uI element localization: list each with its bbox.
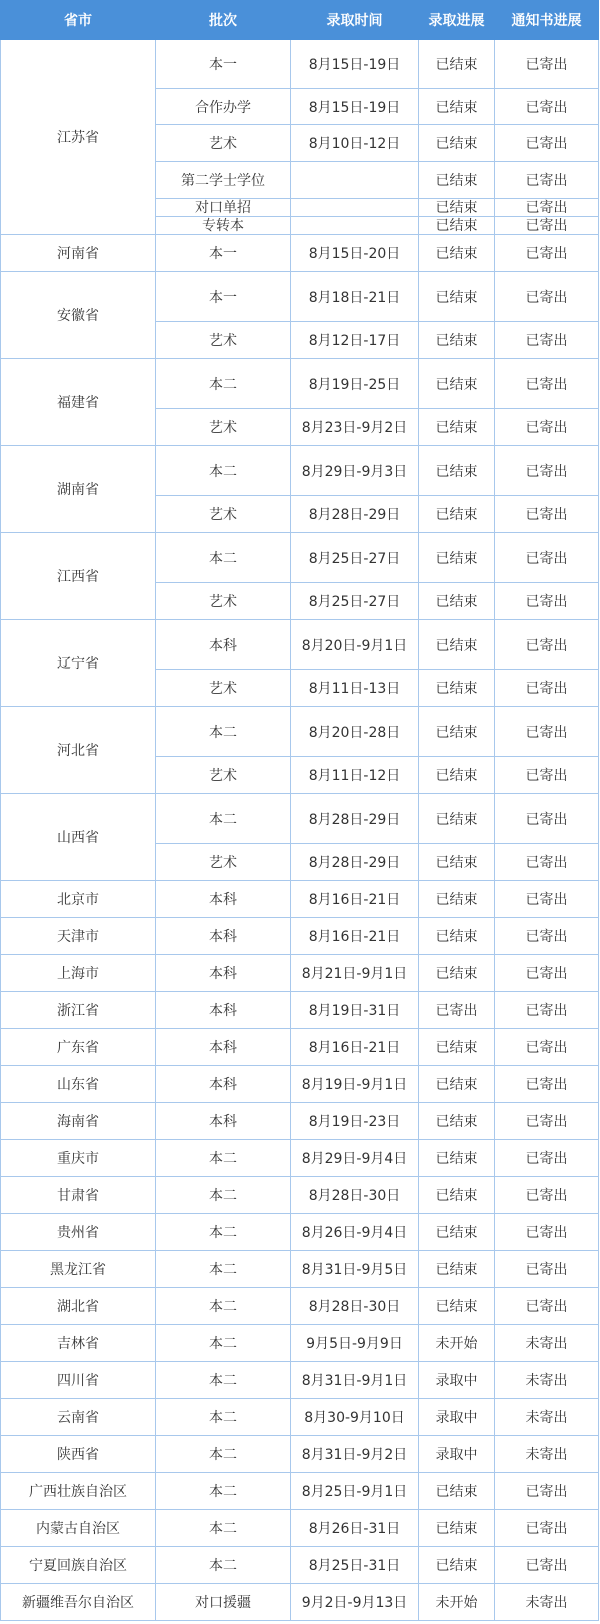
batch-cell: 艺术 xyxy=(156,125,291,162)
batch-cell: 艺术 xyxy=(156,670,291,707)
table-row xyxy=(1,533,599,583)
table-row xyxy=(1,1066,599,1103)
province-cell: 河北省 xyxy=(1,707,156,794)
batch-cell: 本二 xyxy=(156,1140,291,1177)
batch-cell: 本科 xyxy=(156,955,291,992)
admission-status-cell: 录取中 xyxy=(419,1362,495,1399)
admission-status-cell: 已结束 xyxy=(419,757,495,794)
table-row xyxy=(1,1325,599,1362)
table-row xyxy=(1,1436,599,1473)
notice-status-cell: 已寄出 xyxy=(495,1177,599,1214)
table-row xyxy=(1,1473,599,1510)
batch-cell: 本科 xyxy=(156,1029,291,1066)
notice-status-cell: 已寄出 xyxy=(495,359,599,409)
time-cell: 8月25日-31日 xyxy=(291,1547,419,1584)
admission-status-cell: 已结束 xyxy=(419,1103,495,1140)
time-cell: 8月28日-30日 xyxy=(291,1177,419,1214)
notice-status-cell: 已寄出 xyxy=(495,533,599,583)
admission-status-cell: 已结束 xyxy=(419,125,495,162)
notice-status-cell: 已寄出 xyxy=(495,794,599,844)
province-cell: 四川省 xyxy=(1,1362,156,1399)
admission-status-cell: 已结束 xyxy=(419,322,495,359)
province-cell: 浙江省 xyxy=(1,992,156,1029)
admission-status-cell: 已结束 xyxy=(419,235,495,272)
batch-cell: 本一 xyxy=(156,272,291,322)
province-cell: 广东省 xyxy=(1,1029,156,1066)
province-cell: 吉林省 xyxy=(1,1325,156,1362)
header-notice-progress: 通知书进展 xyxy=(495,1,599,40)
table-row xyxy=(1,1288,599,1325)
table-row xyxy=(1,918,599,955)
table-row xyxy=(1,359,599,409)
batch-cell: 本一 xyxy=(156,40,291,89)
header-admission-progress: 录取进展 xyxy=(419,1,495,40)
province-cell: 宁夏回族自治区 xyxy=(1,1547,156,1584)
notice-status-cell: 已寄出 xyxy=(495,881,599,918)
batch-cell: 合作办学 xyxy=(156,89,291,125)
time-cell: 8月31日-9月2日 xyxy=(291,1436,419,1473)
admission-status-cell: 已结束 xyxy=(419,40,495,89)
notice-status-cell: 已寄出 xyxy=(495,199,599,217)
notice-status-cell: 已寄出 xyxy=(495,446,599,496)
notice-status-cell: 未寄出 xyxy=(495,1399,599,1436)
admission-status-cell: 已结束 xyxy=(419,1510,495,1547)
notice-status-cell: 已寄出 xyxy=(495,125,599,162)
table-row xyxy=(1,1140,599,1177)
batch-cell: 艺术 xyxy=(156,496,291,533)
batch-cell: 第二学士学位 xyxy=(156,162,291,199)
province-cell: 新疆维吾尔自治区 xyxy=(1,1584,156,1621)
admission-status-cell: 已结束 xyxy=(419,446,495,496)
time-cell: 9月2日-9月13日 xyxy=(291,1584,419,1621)
admission-status-cell: 已结束 xyxy=(419,162,495,199)
table-row xyxy=(1,1362,599,1399)
admission-status-cell: 已结束 xyxy=(419,1214,495,1251)
notice-status-cell: 已寄出 xyxy=(495,670,599,707)
time-cell: 8月25日-27日 xyxy=(291,533,419,583)
admission-status-cell: 已结束 xyxy=(419,620,495,670)
notice-status-cell: 已寄出 xyxy=(495,409,599,446)
table-row xyxy=(1,1399,599,1436)
header-batch: 批次 xyxy=(156,1,291,40)
time-cell: 8月29日-9月3日 xyxy=(291,446,419,496)
province-cell: 上海市 xyxy=(1,955,156,992)
time-cell: 8月23日-9月2日 xyxy=(291,409,419,446)
admission-status-cell: 已结束 xyxy=(419,89,495,125)
batch-cell: 本二 xyxy=(156,1399,291,1436)
time-cell: 8月12日-17日 xyxy=(291,322,419,359)
table-row xyxy=(1,992,599,1029)
batch-cell: 艺术 xyxy=(156,757,291,794)
province-cell: 福建省 xyxy=(1,359,156,446)
time-cell: 8月10日-12日 xyxy=(291,125,419,162)
province-cell: 山西省 xyxy=(1,794,156,881)
admission-status-cell: 已结束 xyxy=(419,217,495,235)
time-cell: 8月21日-9月1日 xyxy=(291,955,419,992)
province-cell: 广西壮族自治区 xyxy=(1,1473,156,1510)
notice-status-cell: 未寄出 xyxy=(495,1584,599,1621)
admission-status-cell: 已结束 xyxy=(419,794,495,844)
time-cell: 8月19日-31日 xyxy=(291,992,419,1029)
notice-status-cell: 已寄出 xyxy=(495,992,599,1029)
table-row xyxy=(1,707,599,757)
admission-status-cell: 已结束 xyxy=(419,881,495,918)
time-cell: 8月19日-23日 xyxy=(291,1103,419,1140)
admission-status-cell: 已结束 xyxy=(419,1288,495,1325)
batch-cell: 本二 xyxy=(156,707,291,757)
time-cell xyxy=(291,217,419,235)
province-cell: 重庆市 xyxy=(1,1140,156,1177)
batch-cell: 本科 xyxy=(156,620,291,670)
time-cell: 8月19日-9月1日 xyxy=(291,1066,419,1103)
time-cell: 8月31日-9月5日 xyxy=(291,1251,419,1288)
notice-status-cell: 已寄出 xyxy=(495,1029,599,1066)
batch-cell: 本二 xyxy=(156,1547,291,1584)
batch-cell: 艺术 xyxy=(156,844,291,881)
province-cell: 湖南省 xyxy=(1,446,156,533)
admission-status-cell: 未开始 xyxy=(419,1325,495,1362)
batch-cell: 本二 xyxy=(156,794,291,844)
batch-cell: 本二 xyxy=(156,533,291,583)
time-cell: 8月28日-29日 xyxy=(291,496,419,533)
time-cell: 8月11日-12日 xyxy=(291,757,419,794)
table-row xyxy=(1,881,599,918)
table-row xyxy=(1,272,599,322)
batch-cell: 本二 xyxy=(156,1325,291,1362)
batch-cell: 本二 xyxy=(156,1214,291,1251)
province-cell: 云南省 xyxy=(1,1399,156,1436)
time-cell: 8月16日-21日 xyxy=(291,1029,419,1066)
time-cell: 8月25日-27日 xyxy=(291,583,419,620)
time-cell: 8月25日-9月1日 xyxy=(291,1473,419,1510)
notice-status-cell: 已寄出 xyxy=(495,235,599,272)
admission-status-cell: 已结束 xyxy=(419,272,495,322)
table-row xyxy=(1,235,599,272)
notice-status-cell: 已寄出 xyxy=(495,620,599,670)
batch-cell: 对口单招 xyxy=(156,199,291,217)
admission-status-cell: 已结束 xyxy=(419,533,495,583)
admission-status-cell: 已结束 xyxy=(419,918,495,955)
notice-status-cell: 已寄出 xyxy=(495,1103,599,1140)
notice-status-cell: 已寄出 xyxy=(495,496,599,533)
province-cell: 海南省 xyxy=(1,1103,156,1140)
notice-status-cell: 已寄出 xyxy=(495,1547,599,1584)
batch-cell: 本科 xyxy=(156,992,291,1029)
admission-status-cell: 已结束 xyxy=(419,1066,495,1103)
admission-status-cell: 已结束 xyxy=(419,1251,495,1288)
admission-status-cell: 已结束 xyxy=(419,496,495,533)
notice-status-cell: 已寄出 xyxy=(495,583,599,620)
notice-status-cell: 已寄出 xyxy=(495,1214,599,1251)
table-row xyxy=(1,794,599,844)
notice-status-cell: 已寄出 xyxy=(495,1140,599,1177)
table-row xyxy=(1,1103,599,1140)
admission-status-cell: 已结束 xyxy=(419,359,495,409)
province-cell: 江西省 xyxy=(1,533,156,620)
province-cell: 天津市 xyxy=(1,918,156,955)
table-row xyxy=(1,40,599,89)
batch-cell: 本二 xyxy=(156,1436,291,1473)
table-row xyxy=(1,1547,599,1584)
batch-cell: 本二 xyxy=(156,1473,291,1510)
province-cell: 辽宁省 xyxy=(1,620,156,707)
table-row xyxy=(1,620,599,670)
admission-status-cell: 已结束 xyxy=(419,583,495,620)
notice-status-cell: 已寄出 xyxy=(495,1510,599,1547)
admission-status-cell: 已结束 xyxy=(419,1473,495,1510)
time-cell: 8月30-9月10日 xyxy=(291,1399,419,1436)
notice-status-cell: 已寄出 xyxy=(495,1066,599,1103)
batch-cell: 本二 xyxy=(156,359,291,409)
province-cell: 黑龙江省 xyxy=(1,1251,156,1288)
time-cell: 8月19日-25日 xyxy=(291,359,419,409)
admission-status-cell: 已结束 xyxy=(419,1029,495,1066)
admission-status-cell: 录取中 xyxy=(419,1436,495,1473)
notice-status-cell: 已寄出 xyxy=(495,272,599,322)
batch-cell: 本科 xyxy=(156,918,291,955)
time-cell: 8月31日-9月1日 xyxy=(291,1362,419,1399)
batch-cell: 本二 xyxy=(156,1288,291,1325)
table-row xyxy=(1,1029,599,1066)
time-cell: 8月16日-21日 xyxy=(291,881,419,918)
time-cell: 8月18日-21日 xyxy=(291,272,419,322)
batch-cell: 本科 xyxy=(156,1103,291,1140)
notice-status-cell: 未寄出 xyxy=(495,1325,599,1362)
notice-status-cell: 已寄出 xyxy=(495,322,599,359)
notice-status-cell: 已寄出 xyxy=(495,217,599,235)
batch-cell: 艺术 xyxy=(156,583,291,620)
province-cell: 湖北省 xyxy=(1,1288,156,1325)
time-cell: 8月16日-21日 xyxy=(291,918,419,955)
admission-status-cell: 已结束 xyxy=(419,955,495,992)
admission-status-cell: 已结束 xyxy=(419,409,495,446)
table-row xyxy=(1,446,599,496)
province-cell: 山东省 xyxy=(1,1066,156,1103)
time-cell: 8月20日-28日 xyxy=(291,707,419,757)
table-row xyxy=(1,1251,599,1288)
notice-status-cell: 已寄出 xyxy=(495,1473,599,1510)
time-cell: 8月28日-30日 xyxy=(291,1288,419,1325)
province-cell: 甘肃省 xyxy=(1,1177,156,1214)
time-cell: 8月15日-19日 xyxy=(291,40,419,89)
notice-status-cell: 未寄出 xyxy=(495,1436,599,1473)
batch-cell: 专转本 xyxy=(156,217,291,235)
time-cell: 8月29日-9月4日 xyxy=(291,1140,419,1177)
province-cell: 安徽省 xyxy=(1,272,156,359)
province-cell: 河南省 xyxy=(1,235,156,272)
batch-cell: 本科 xyxy=(156,1066,291,1103)
table-row xyxy=(1,955,599,992)
notice-status-cell: 已寄出 xyxy=(495,40,599,89)
notice-status-cell: 已寄出 xyxy=(495,89,599,125)
batch-cell: 本二 xyxy=(156,1177,291,1214)
notice-status-cell: 已寄出 xyxy=(495,162,599,199)
province-cell: 贵州省 xyxy=(1,1214,156,1251)
batch-cell: 本二 xyxy=(156,1251,291,1288)
admission-status-cell: 已结束 xyxy=(419,1547,495,1584)
admission-status-cell: 已结束 xyxy=(419,844,495,881)
notice-status-cell: 已寄出 xyxy=(495,757,599,794)
time-cell: 8月26日-9月4日 xyxy=(291,1214,419,1251)
table-row xyxy=(1,1510,599,1547)
notice-status-cell: 未寄出 xyxy=(495,1362,599,1399)
batch-cell: 本科 xyxy=(156,881,291,918)
admission-status-cell: 未开始 xyxy=(419,1584,495,1621)
admission-status-cell: 已结束 xyxy=(419,199,495,217)
notice-status-cell: 已寄出 xyxy=(495,918,599,955)
time-cell: 8月26日-31日 xyxy=(291,1510,419,1547)
time-cell: 9月5日-9月9日 xyxy=(291,1325,419,1362)
admission-status-cell: 已结束 xyxy=(419,670,495,707)
time-cell xyxy=(291,199,419,217)
time-cell: 8月28日-29日 xyxy=(291,844,419,881)
province-cell: 内蒙古自治区 xyxy=(1,1510,156,1547)
batch-cell: 艺术 xyxy=(156,409,291,446)
notice-status-cell: 已寄出 xyxy=(495,1288,599,1325)
time-cell: 8月11日-13日 xyxy=(291,670,419,707)
batch-cell: 本二 xyxy=(156,1362,291,1399)
time-cell: 8月28日-29日 xyxy=(291,794,419,844)
table-row xyxy=(1,1214,599,1251)
admission-status-cell: 已结束 xyxy=(419,1177,495,1214)
time-cell xyxy=(291,162,419,199)
batch-cell: 本一 xyxy=(156,235,291,272)
table-row xyxy=(1,1584,599,1621)
batch-cell: 本二 xyxy=(156,446,291,496)
batch-cell: 艺术 xyxy=(156,322,291,359)
time-cell: 8月20日-9月1日 xyxy=(291,620,419,670)
admission-status-cell: 已结束 xyxy=(419,1140,495,1177)
table-row xyxy=(1,1177,599,1214)
header-province: 省市 xyxy=(1,1,156,40)
notice-status-cell: 已寄出 xyxy=(495,1251,599,1288)
time-cell: 8月15日-19日 xyxy=(291,89,419,125)
province-cell: 陕西省 xyxy=(1,1436,156,1473)
batch-cell: 对口援疆 xyxy=(156,1584,291,1621)
admission-status-cell: 录取中 xyxy=(419,1399,495,1436)
admission-status-cell: 已结束 xyxy=(419,707,495,757)
table-header-row xyxy=(1,1,599,40)
header-admission-time: 录取时间 xyxy=(291,1,419,40)
batch-cell: 本二 xyxy=(156,1510,291,1547)
notice-status-cell: 已寄出 xyxy=(495,955,599,992)
admission-status-cell: 已寄出 xyxy=(419,992,495,1029)
notice-status-cell: 已寄出 xyxy=(495,844,599,881)
time-cell: 8月15日-20日 xyxy=(291,235,419,272)
province-cell: 江苏省 xyxy=(1,40,156,235)
notice-status-cell: 已寄出 xyxy=(495,707,599,757)
province-cell: 北京市 xyxy=(1,881,156,918)
